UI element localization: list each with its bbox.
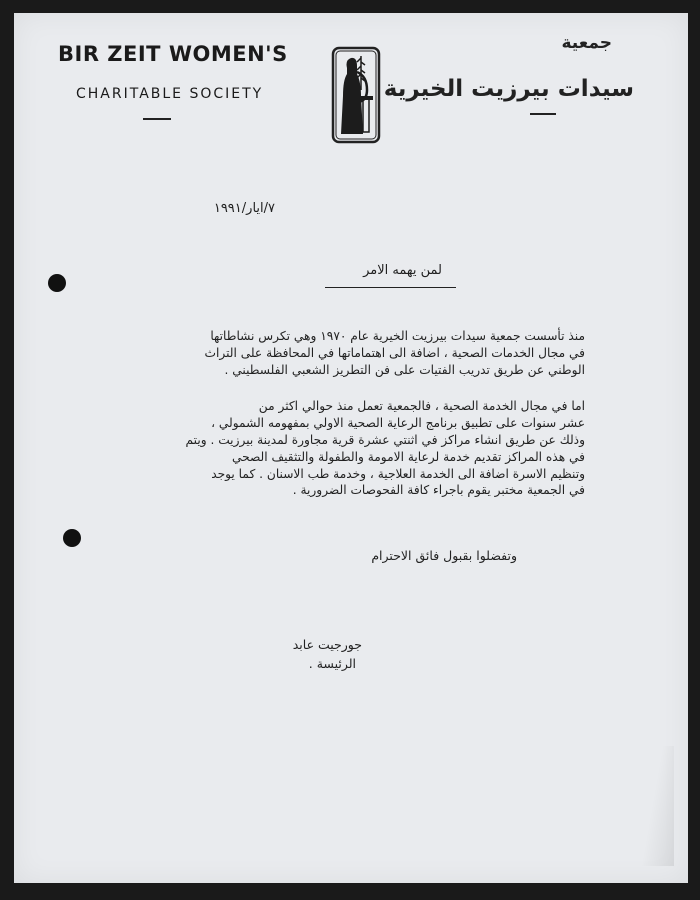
woman-with-wheat-icon xyxy=(331,46,381,144)
letterhead-arabic-association: جمعية xyxy=(561,33,612,53)
letterhead-english-name: BIR ZEIT WOMEN'S xyxy=(58,42,288,66)
body-line: في الجمعية مختبر يقوم باجراء كافة الفحوصات الضرورية . xyxy=(292,483,585,498)
signature-title: الرئيسة . xyxy=(308,656,356,671)
body-line: وذلك عن طريق انشاء مراكز في اثنتي عشرة قرية مجاورة لمدينة بيرزيت . ويتم xyxy=(185,432,585,447)
letter-date: ٧/ايار/١٩٩١ xyxy=(213,201,275,216)
body-line: عشر سنوات على تطبيق برنامج الرعاية الصحية الاولي بمفهومه الشمولي ، xyxy=(211,416,585,431)
recipient-underline xyxy=(325,287,456,288)
letter-body xyxy=(75,328,585,519)
body-line: في مجال الخدمات الصحية ، اضافة الى اهتماماتها في المحافظة على التراث xyxy=(204,345,585,360)
body-paragraph-1 xyxy=(75,328,585,378)
punch-hole xyxy=(48,274,66,292)
body-line: في هذه المراكز تقديم خدمة لرعاية الامومة والطفولة والتثقيف الصحي xyxy=(231,449,585,464)
body-line: وتنظيم الاسرة اضافة الى الخدمة العلاجية ، وخدمة طب الاسنان . كما يوجد xyxy=(211,466,585,481)
letterhead-english-subtitle: CHARITABLE SOCIETY xyxy=(76,86,264,102)
body-line: الوطني عن طريق تدريب الفتيات على فن التطريز الشعبي الفلسطيني . xyxy=(224,362,585,377)
recipient-line: لمن يهمه الامر xyxy=(363,263,442,278)
punch-hole xyxy=(63,529,81,547)
letterhead-divider xyxy=(143,118,171,120)
signature-name: جورجيت عابد xyxy=(292,637,362,652)
body-paragraph-2 xyxy=(75,398,585,499)
letterhead-divider xyxy=(530,113,556,115)
letterhead-arabic-name: سيدات بيرزيت الخيرية xyxy=(383,76,634,102)
paper-fold-shadow xyxy=(640,746,674,866)
body-line: منذ تأسست جمعية سيدات بيرزيت الخيرية عام ١٩٧٠ وهي تكرس نشاطاتها xyxy=(210,329,585,343)
closing-line: وتفضلوا بقبول فائق الاحترام xyxy=(371,548,517,563)
body-line: اما في مجال الخدمة الصحية ، فالجمعية تعمل منذ حوالي اكثر من xyxy=(258,399,585,414)
